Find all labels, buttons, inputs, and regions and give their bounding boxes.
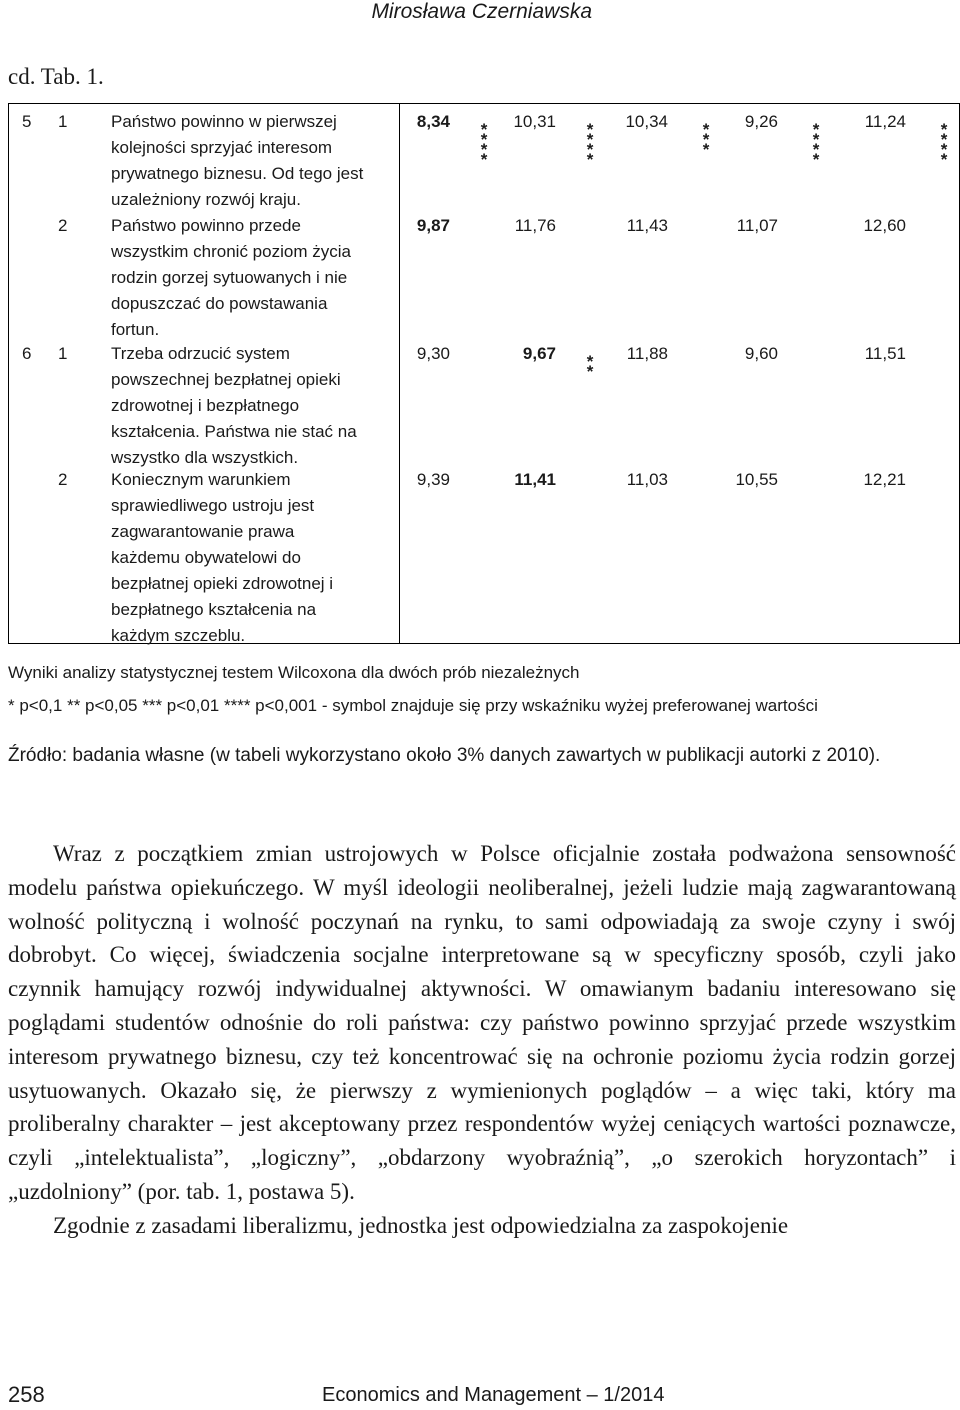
value-cell: 12,60 bbox=[863, 216, 906, 235]
value-cell: 9,60 bbox=[744, 344, 778, 363]
value-cell: 11,76 bbox=[514, 216, 556, 235]
data-table bbox=[8, 103, 960, 644]
body-text bbox=[8, 837, 956, 1243]
significance-stars: * * * * bbox=[480, 120, 488, 169]
table-border-left bbox=[8, 103, 9, 644]
page-number: 258 bbox=[8, 1382, 45, 1407]
value-cell: 11,41 bbox=[514, 470, 556, 489]
body-paragraph: Wraz z początkiem zmian ustrojowych w Polsce oficjalnie została podważona sensowność modelu państwa opiekuńczego. W myśl ideologii neoliberalnej, jeżeli ludzie mają zagwarantowaną wolność polityczną i wolność poczynań na rynku, to sami odpowiadają za swoje czyny i swój dobrobyt. Co więcej, świadczenia socjalne interpretowane są w specyficzny sposób, czyli jako czynnik hamujący rozwój indywidualnej aktywności. W omawianym badaniu interesowano się poglądami studentów odnośnie do roli państwa: czy państwo powinno sprzyjać przede wszystkim interesom prywatnego biznesu, czy też koncentrować się na ochronie poziomu życia rodzin gorzej usytuowanych. Okazało się, że pierwszy z wymienionych poglądów – a więc taki, który ma proliberalny charakter – jest akceptowany przez respondentów wyżej ceniących wartości poznawcze, czyli „intelektualista”, „logiczny”, „obdarzony wyobraźnią”, „o szerokich horyzontach” i „uzdolniony” (por. tab. 1, postawa 5). bbox=[8, 841, 956, 1204]
value-cell: 11,88 bbox=[626, 344, 668, 363]
value-cell: 10,55 bbox=[735, 470, 778, 489]
body-paragraph: Zgodnie z zasadami liberalizmu, jednostka jest odpowiedzialna za zaspokojenie bbox=[53, 1212, 789, 1238]
value-cell: 8,34 bbox=[416, 112, 450, 131]
value-cell: 10,34 bbox=[625, 112, 668, 131]
row-item-number: 5 bbox=[22, 112, 32, 131]
row-sub-number: 2 bbox=[58, 216, 68, 235]
table-border-top bbox=[8, 103, 960, 104]
row-statement: Trzeba odrzucić system powszechnej bezpłatnej opieki zdrowotnej i bezpłatnego kształcenia. Państwa nie stać na wszystko dla wszystkich. bbox=[111, 344, 357, 467]
note-legend: * p<0,1 ** p<0,05 *** p<0,01 **** p<0,001 - symbol znajduje się przy wskaźniku wyżej preferowanej wartości bbox=[8, 696, 818, 715]
value-cell: 11,43 bbox=[626, 216, 668, 235]
value-cell: 9,26 bbox=[744, 112, 778, 131]
row-item-number: 6 bbox=[22, 344, 32, 363]
value-cell: 12,21 bbox=[863, 470, 906, 489]
value-cell: 10,31 bbox=[513, 112, 556, 131]
value-cell: 9,67 bbox=[522, 344, 556, 363]
running-head-author: Mirosława Czerniawska bbox=[371, 0, 592, 23]
significance-stars: * * * * bbox=[812, 120, 820, 169]
journal-footer: Economics and Management – 1/2014 bbox=[322, 1384, 665, 1406]
row-statement: Państwo powinno w pierwszej kolejności sprzyjać interesom prywatnego biznesu. Od tego jest uzależniony rozwój kraju. bbox=[111, 112, 364, 209]
note-source: Źródło: badania własne (w tabeli wykorzystano około 3% danych zawartych w publikacji autorki z 2010). bbox=[8, 745, 881, 766]
value-cell: 9,87 bbox=[416, 216, 450, 235]
significance-stars: * * * * bbox=[586, 120, 594, 169]
significance-stars: * * * * bbox=[940, 120, 948, 169]
note-test: Wyniki analizy statystycznej testem Wilcoxona dla dwóch prób niezależnych bbox=[8, 663, 580, 682]
value-cell: 11,51 bbox=[864, 344, 906, 363]
value-cell: 9,39 bbox=[416, 470, 450, 489]
value-cell: 11,03 bbox=[626, 470, 668, 489]
significance-stars: * * * bbox=[702, 120, 710, 159]
row-statement: Państwo powinno przede wszystkim chronić poziom życia rodzin gorzej sytuowanych i nie dopuszczać do powstawania fortun. bbox=[111, 216, 351, 339]
row-sub-number: 1 bbox=[58, 344, 68, 363]
value-cell: 9,30 bbox=[416, 344, 450, 363]
significance-stars: * * bbox=[586, 352, 594, 381]
row-sub-number: 1 bbox=[58, 112, 68, 131]
value-cell: 11,07 bbox=[736, 216, 778, 235]
table-column-divider bbox=[399, 103, 400, 644]
table-caption: cd. Tab. 1. bbox=[8, 64, 104, 89]
row-sub-number: 2 bbox=[58, 470, 68, 489]
value-cell: 11,24 bbox=[864, 112, 906, 131]
row-statement: Koniecznym warunkiem sprawiedliwego ustroju jest zagwarantowanie prawa każdemu obywatelowi do bezpłatnej opieki zdrowotnej i bezpłatnego kształcenia na każdym szczeblu. bbox=[111, 470, 334, 645]
